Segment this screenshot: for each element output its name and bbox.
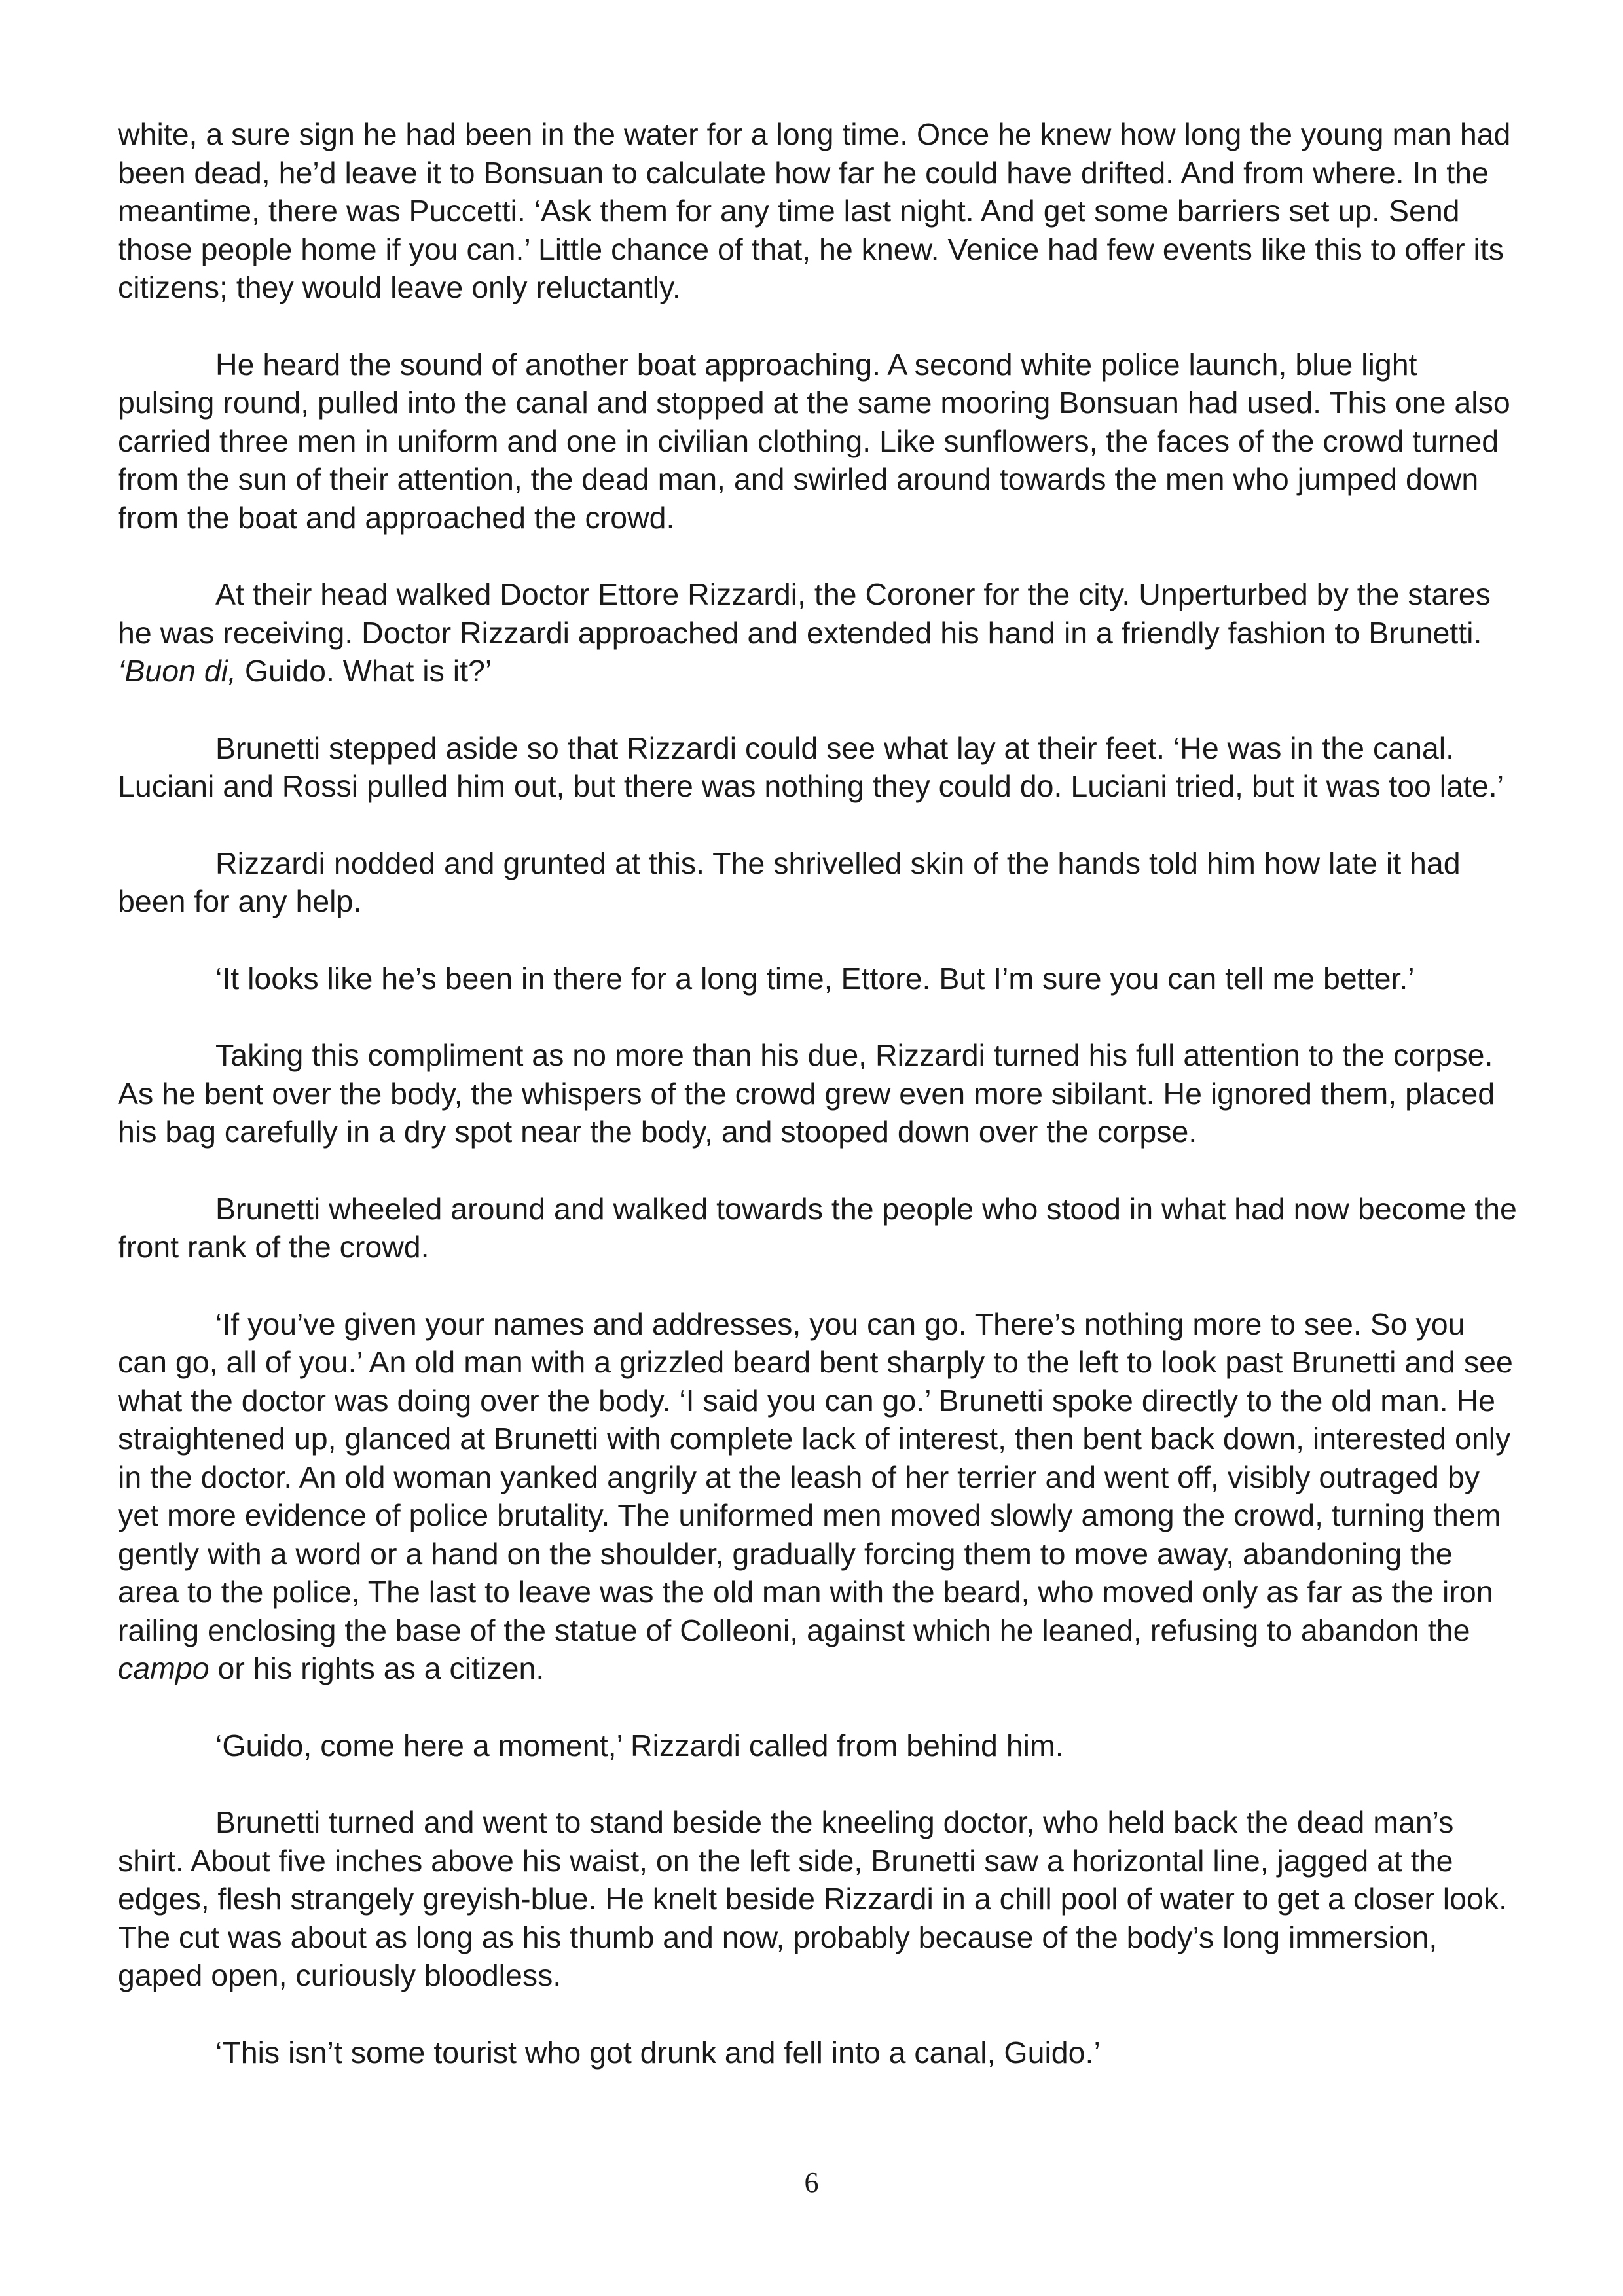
paragraph-text: ‘It looks like he’s been in there for a long time, Ettore. But I’m sure you can tell me better.’: [215, 961, 1415, 996]
paragraph-text: Brunetti turned and went to stand beside the kneeling doctor, who held back the dead man’s shirt. About five inches above his waist, on the left side, Brunetti saw a horizontal line, jagged at the edges, flesh strangely greyish-blue. He knelt beside Rizzardi in a chill pool of water to get a closer look. The cut was about as long as his thumb and now, probably because of the body’s long immersion, gaped open, curiously bloodless.: [118, 1805, 1508, 1992]
document-page: [118, 115, 1519, 2072]
paragraph-text: ‘This isn’t some tourist who got drunk and fell into a canal, Guido.’: [215, 2035, 1101, 2070]
paragraph-text: Rizzardi nodded and grunted at this. The shrivelled skin of the hands told him how late it had been for any help.: [118, 846, 1461, 918]
paragraph-text: ‘Guido, come here a moment,’ Rizzardi called from behind him.: [215, 1728, 1064, 1763]
paragraph-4: [118, 729, 1519, 806]
paragraph-text: Taking this compliment as no more than his due, Rizzardi turned his full attention to the corpse. As he bent over the body, the whispers of the crowd grew even more sibilant. He ignored them, placed his bag carefully in a dry spot near the body, and stooped down over the corpse.: [118, 1038, 1495, 1149]
paragraph-3: [118, 575, 1519, 691]
paragraph-text: He heard the sound of another boat approaching. A second white police launch, blue light pulsing round, pulled into the canal and stopped at the same mooring Bonsuan had used. This one also carried three men in uniform and one in civilian clothing. Like sunflowers, the faces of the crowd turned from the sun of their attention, the dead man, and swirled around towards the men who jumped down from the boat and approached the crowd.: [118, 347, 1510, 535]
paragraph-12: [118, 2034, 1519, 2072]
paragraph-text: Brunetti stepped aside so that Rizzardi could see what lay at their feet. ‘He was in the canal. Luciani and Rossi pulled him out, but there was nothing they could do. Luciani tried, but it was too late.’: [118, 730, 1504, 803]
paragraph-7: [118, 1036, 1519, 1151]
paragraph-10: [118, 1727, 1519, 1765]
page-number: 6: [804, 2166, 819, 2198]
paragraph-text: white, a sure sign he had been in the water for a long time. Once he knew how long the young man had been dead, he’d leave it to Bonsuan to calculate how far he could have drifted. And from where. In the meantime, there was Puccetti. ‘Ask them for any time last night. And get some barriers set up. Send those people home if you can.’ Little chance of that, he knew. Venice had few events like this to offer its citizens; they would leave only reluctantly.: [118, 117, 1511, 304]
paragraph-5: [118, 844, 1519, 921]
paragraph-11: [118, 1803, 1519, 1995]
paragraph-2: [118, 346, 1519, 537]
paragraph-text: Brunetti wheeled around and walked towards the people who stood in what had now become the front rank of the crowd.: [118, 1191, 1517, 1264]
paragraph-text: ‘If you’ve given your names and addresses, you can go. There’s nothing more to see. So you can go, all of you.’ An old man with a grizzled beard bent sharply to the left to look past Brunetti and see what the doctor was doing over the body. ‘I said you can go.’ Brunetti spoke directly to the old man. He straightened up, glanced at Brunetti with complete lack of interest, then bent back down, interested only in the doctor. An old woman yanked angrily at the leash of her terrier and went off, visibly outraged by yet more evidence of police brutality. The uniformed men moved slowly among the crowd, turning them gently with a word or a hand on the shoulder, gradually forcing them to move away, abandoning the area to the police, The last to leave was the old man with the beard, who moved only as far as the iron railing enclosing the base of the statue of Colleoni, against which he leaned, refusing to abandon the: [118, 1306, 1513, 1647]
italic-word: campo: [118, 1651, 210, 1685]
paragraph-text: or his rights as a citizen.: [209, 1651, 545, 1685]
paragraph-text: At their head walked Doctor Ettore Rizzardi, the Coroner for the city. Unperturbed by the stares he was receiving. Doctor Rizzardi approached and extended his hand in a friendly fashion to Brunetti.: [118, 577, 1491, 650]
paragraph-text: Guido. What is it?’: [236, 654, 492, 688]
paragraph-1: [118, 115, 1519, 307]
paragraph-8: [118, 1190, 1519, 1266]
paragraph-6: [118, 960, 1519, 998]
paragraph-9: [118, 1305, 1519, 1688]
italic-phrase: ‘Buon di,: [118, 654, 236, 688]
